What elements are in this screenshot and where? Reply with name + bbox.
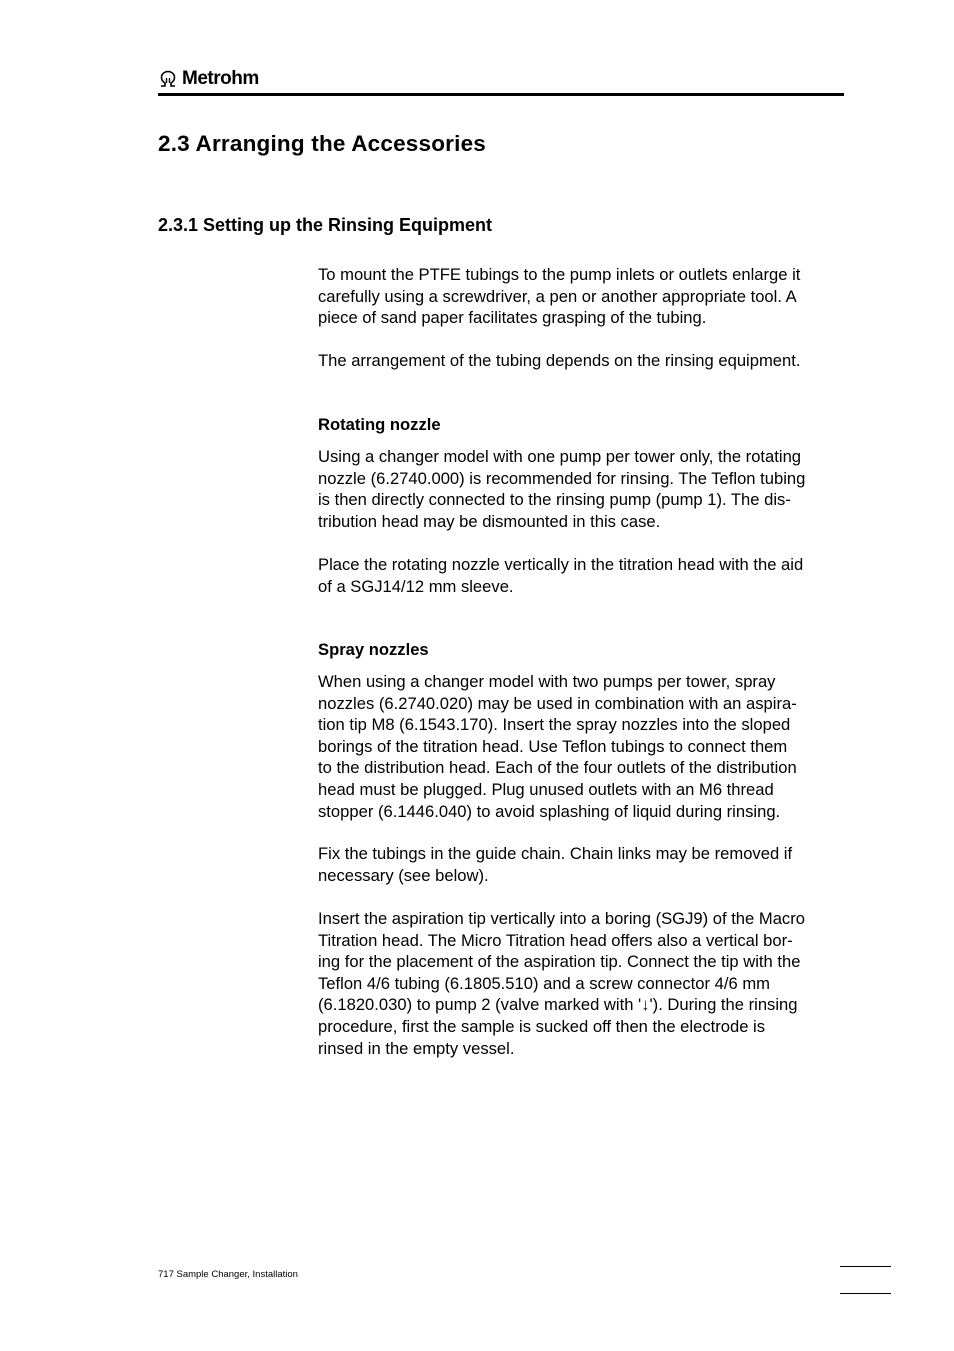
spray-paragraph-2 xyxy=(318,843,848,886)
footer-text: 717 Sample Changer, Installation xyxy=(158,1269,298,1280)
text-line: Place the rotating nozzle vertically in the titration head with the aid xyxy=(318,555,804,574)
spray-paragraph-1 xyxy=(318,671,848,822)
text-line: nozzle (6.2740.000) is recommended for rinsing. The Teflon tubing xyxy=(318,468,806,488)
intro-paragraph-2 xyxy=(318,350,848,372)
text-line: ing for the placement of the aspiration tip. Connect the tip with the xyxy=(318,952,801,972)
rotating-nozzle-heading: Rotating nozzle xyxy=(318,415,441,434)
text-line: Teflon 4/6 tubing (6.1805.510) and a screw connector 4/6 mm xyxy=(318,973,770,993)
text-line: stopper (6.1446.040) to avoid splashing of liquid during rinsing. xyxy=(318,801,781,821)
text-line: is then directly connected to the rinsing pump (pump 1). The dis- xyxy=(318,490,791,510)
section-title: 2.3 Arranging the Accessories xyxy=(158,131,487,156)
metrohm-omega-icon xyxy=(158,69,178,89)
page-number-rule-bottom xyxy=(840,1293,891,1294)
text-line: to the distribution head. Each of the four outlets of the distribution xyxy=(318,758,797,778)
text-line: rinsed in the empty vessel. xyxy=(318,1038,515,1058)
text-line: Using a changer model with one pump per tower only, the rotating xyxy=(318,447,802,466)
text-line: necessary (see below). xyxy=(318,865,489,885)
text-line: (6.1820.030) to pump 2 (valve marked with '↓'). During the rinsing xyxy=(318,995,798,1015)
header-rule xyxy=(158,93,844,96)
text-line: borings of the titration head. Use Teflon tubings to connect them xyxy=(318,736,788,756)
text-line: To mount the PTFE tubings to the pump inlets or outlets enlarge it xyxy=(318,265,801,284)
logo-text: Metrohm xyxy=(182,68,259,89)
rotating-paragraph-1 xyxy=(318,446,848,532)
text-line: Titration head. The Micro Titration head offers also a vertical bor- xyxy=(318,930,793,950)
subsection-title: 2.3.1 Setting up the Rinsing Equipment xyxy=(158,215,493,235)
text-line: procedure, first the sample is sucked off then the electrode is xyxy=(318,1016,766,1036)
text-line: carefully using a screwdriver, a pen or another appropriate tool. A xyxy=(318,286,797,306)
intro-paragraph-1 xyxy=(318,264,848,329)
text-line: Fix the tubings in the guide chain. Chain links may be removed if xyxy=(318,844,793,863)
metrohm-logo xyxy=(158,66,259,92)
text-line: tribution head may be dismounted in this case. xyxy=(318,511,661,531)
rotating-paragraph-2 xyxy=(318,554,848,597)
text-line: When using a changer model with two pumps per tower, spray xyxy=(318,672,776,691)
page-number-rule-top xyxy=(840,1266,891,1267)
text-line: tion tip M8 (6.1543.170). Insert the spray nozzles into the sloped xyxy=(318,715,791,735)
text-line: of a SGJ14/12 mm sleeve. xyxy=(318,576,514,596)
text-line: nozzles (6.2740.020) may be used in combination with an aspira- xyxy=(318,693,797,713)
text-line: piece of sand paper facilitates grasping of the tubing. xyxy=(318,308,707,328)
text-line: The arrangement of the tubing depends on the rinsing equipment. xyxy=(318,351,801,370)
spray-nozzles-heading: Spray nozzles xyxy=(318,640,429,659)
text-line: Insert the aspiration tip vertically into a boring (SGJ9) of the Macro xyxy=(318,909,805,928)
text-line: head must be plugged. Plug unused outlets with an M6 thread xyxy=(318,779,774,799)
spray-paragraph-3 xyxy=(318,908,848,1059)
